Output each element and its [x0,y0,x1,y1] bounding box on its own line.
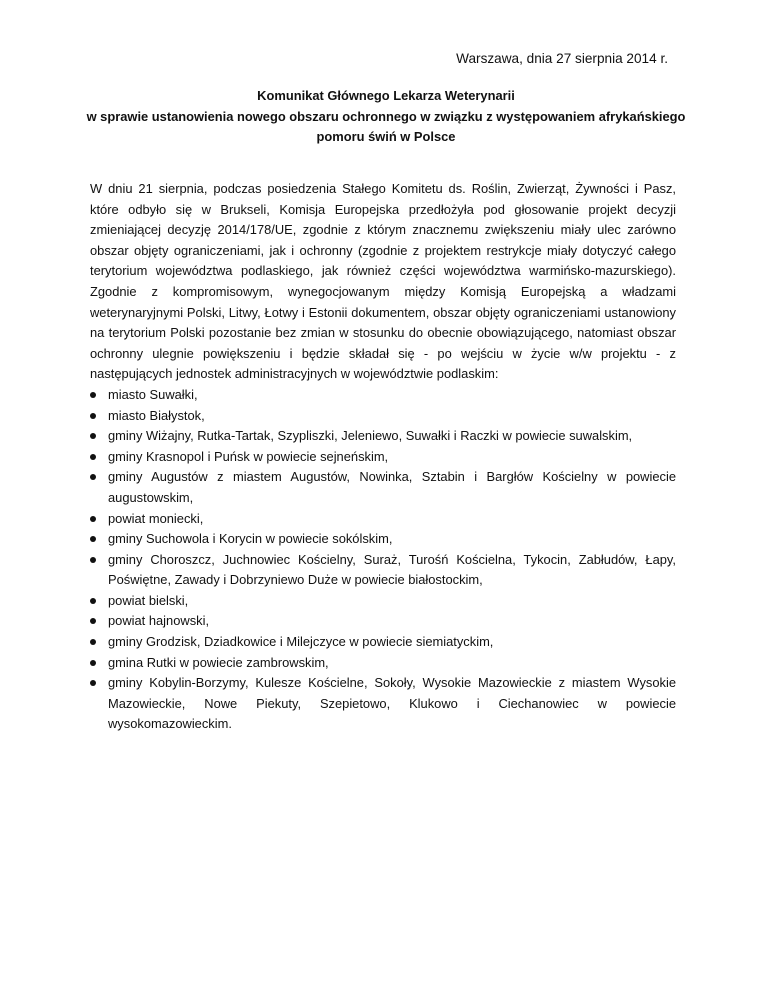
list-item-text: gminy Kobylin-Borzymy, Kulesze Kościelne, Sokoły, Wysokie Mazowieckie z miastem Wysokie Mazowieckie, Nowe Piekuty, Szepietowo, Klukowo i Ciechanowiec w powiecie wysokomazowieckim. [108,675,676,732]
list-item [90,529,676,550]
list-item [90,550,676,591]
list-item-text: powiat hajnowski, [108,613,210,629]
bullet-icon [90,413,96,419]
bullet-icon [90,618,96,624]
title-line-2: w sprawie ustanowienia nowego obszaru ochronnego w związku z występowaniem afrykańskiego [86,108,686,124]
bullet-icon [90,557,96,563]
bullet-icon [90,536,96,542]
list-item-text: gminy Augustów z miastem Augustów, Nowinka, Sztabin i Bargłów Kościelny w powiecie augustowskim, [108,469,676,505]
list-item-text: gmina Rutki w powiecie zambrowskim, [108,654,329,670]
bullet-icon [90,433,96,439]
bullet-icon [90,516,96,522]
region-list [90,385,676,735]
list-item [90,426,676,447]
bullet-icon [90,454,96,460]
list-item-text: powiat moniecki, [108,510,204,526]
list-item [90,653,676,674]
list-item [90,673,676,735]
bullet-icon [90,392,96,398]
document-body [90,179,676,735]
list-item-text: gminy Suchowola i Korycin w powiecie sokólskim, [108,531,393,547]
title-line-3: pomoru świń w Polsce [316,129,456,144]
list-item-text: gminy Wiżajny, Rutka-Tartak, Szypliszki, Jeleniewo, Suwałki i Raczki w powiecie suwalskim, [108,428,633,444]
bullet-icon [90,660,96,666]
bullet-icon [90,680,96,686]
list-item-text: gminy Grodzisk, Dziadkowice i Milejczyce w powiecie siemiatyckim, [108,634,494,650]
list-item-text: miasto Białystok, [108,407,205,423]
list-item-text: gminy Krasnopol i Puńsk w powiecie sejneńskim, [108,448,389,464]
list-item [90,467,676,508]
list-item-text: powiat bielski, [108,592,189,608]
list-item [90,611,676,632]
document-title [60,86,712,148]
list-item [90,591,676,612]
title-line-1: Komunikat Głównego Lekarza Weterynarii [257,88,515,103]
body-paragraph: W dniu 21 sierpnia, podczas posiedzenia Stałego Komitetu ds. Roślin, Zwierząt, Żywności i Pasz, które odbyło się w Brukseli, Komisja Europejska przedłożyła pod głosowanie projekt decyzji zmieniającej decyzję 2014/178/UE, zgodnie z którym znacznemu zwiększeniu miały ulec zarówno obszar objęty ograniczeniami, jak i ochronny (zgodnie z projektem restrykcje miały dotyczyć całego terytorium województwa podlaskiego, jak również części województwa warmińsko-mazurskiego). Zgodnie z kompromisowym, wynegocjowanym między Komisją Europejską a władzami weterynaryjnymi Polski, Litwy, Łotwy i Estonii dokumentem, obszar objęty ograniczeniami ustanowiony na terytorium Polski pozostanie bez zmian w stosunku do obecnie obowiązującego, natomiast obszar ochronny ulegnie powiększeniu i będzie składał się - po wejściu w życie w/w projektu - z następujących jednostek administracyjnych w województwie podlaskim: [90,181,676,382]
date-line: Warszawa, dnia 27 sierpnia 2014 r. [456,51,668,66]
bullet-icon [90,474,96,480]
bullet-icon [90,598,96,604]
list-item [90,632,676,653]
list-item [90,385,676,406]
bullet-icon [90,639,96,645]
list-item [90,447,676,468]
list-item-text: gminy Choroszcz, Juchnowiec Kościelny, Suraż, Turośń Kościelna, Tykocin, Zabłudów, Łapy, Poświętne, Zawady i Dobrzyniewo Duże w powiecie białostockim, [108,551,676,588]
list-item [90,509,676,530]
list-item-text: miasto Suwałki, [108,386,198,402]
list-item [90,406,676,427]
